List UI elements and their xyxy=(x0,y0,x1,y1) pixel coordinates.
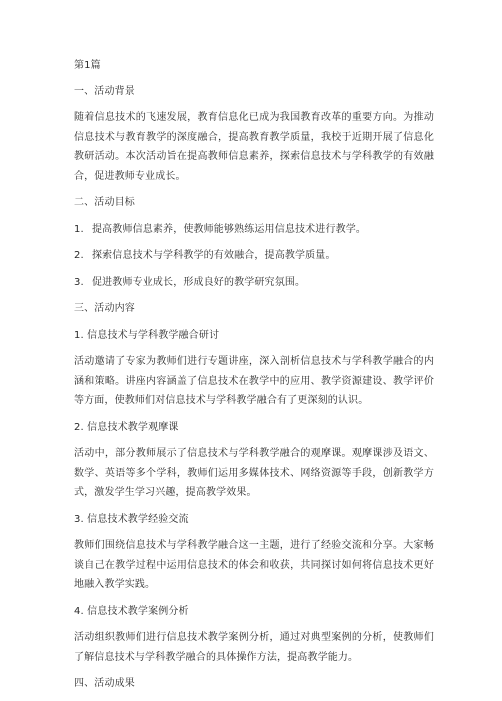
background-paragraph: 随着信息技术的飞速发展，教育信息化已成为我国教育改革的重要方向。为推动信息技术与教育教学的深度融合，提高教育教学质量，我校于近期开展了信息化教研活动。本次活动旨在提高教师信息素养，探索信息技术与学科教学的有效融合，促进教师专业成长。 xyxy=(74,112,434,182)
goal-text: 促进教师专业成长，形成良好的教学研究氛围。 xyxy=(92,276,306,288)
document-body xyxy=(74,56,434,701)
goal-item-3 xyxy=(74,273,434,293)
content-part-text-3: 教师们围绕信息技术与学科教学融合这一主题，进行了经验交流和分享。大家畅谈自己在教学过程中运用信息技术的体会和收获，共同探讨如何将信息技术更好地融入教学实践。 xyxy=(74,540,434,590)
content-part-title-4: 4. 信息技术教学案例分析 xyxy=(74,605,189,617)
section-heading-content: 三、活动内容 xyxy=(74,303,135,314)
content-part-title-1: 1. 信息技术与学科教学融合研讨 xyxy=(74,329,220,341)
content-part-text-1: 活动邀请了专家为教师们进行专题讲座，深入剖析信息技术与学科教学融合的内涵和策略。讲座内容涵盖了信息技术在教学中的应用、教学资源建设、教学评价等方面，使教师们对信息技术与学科教学融合有了更深刻的认识。 xyxy=(74,356,434,406)
goal-text: 提高教师信息素养，使教师能够熟练运用信息技术进行教学。 xyxy=(92,223,367,235)
chapter-label: 第1篇 xyxy=(74,60,101,71)
section-heading-results: 四、活动成果 xyxy=(74,678,135,689)
section-heading-background: 一、活动背景 xyxy=(74,85,135,97)
goal-item-2 xyxy=(74,246,434,266)
goal-number: 3. xyxy=(74,276,84,288)
goal-number: 1. xyxy=(74,223,84,235)
content-part-text-4: 活动组织教师们进行信息技术教学案例分析，通过对典型案例的分析，使教师们了解信息技术与学科教学融合的具体操作方法，提高教学能力。 xyxy=(74,632,434,663)
section-heading-goals: 二、活动目标 xyxy=(74,197,135,208)
content-part-title-2: 2. 信息技术教学观摩课 xyxy=(74,421,179,433)
content-part-title-3: 3. 信息技术教学经验交流 xyxy=(74,513,189,525)
goal-item-1 xyxy=(74,220,434,240)
content-part-text-2: 活动中，部分教师展示了信息技术与学科教学融合的观摩课。观摩课涉及语文、数学、英语等多个学科，教师们运用多媒体技术、网络资源等手段，创新教学方式，激发学生学习兴趣，提高教学效果。 xyxy=(74,448,434,498)
goal-text: 探索信息技术与学科教学的有效融合，提高教学质量。 xyxy=(92,250,336,261)
goal-number: 2. xyxy=(74,250,84,261)
